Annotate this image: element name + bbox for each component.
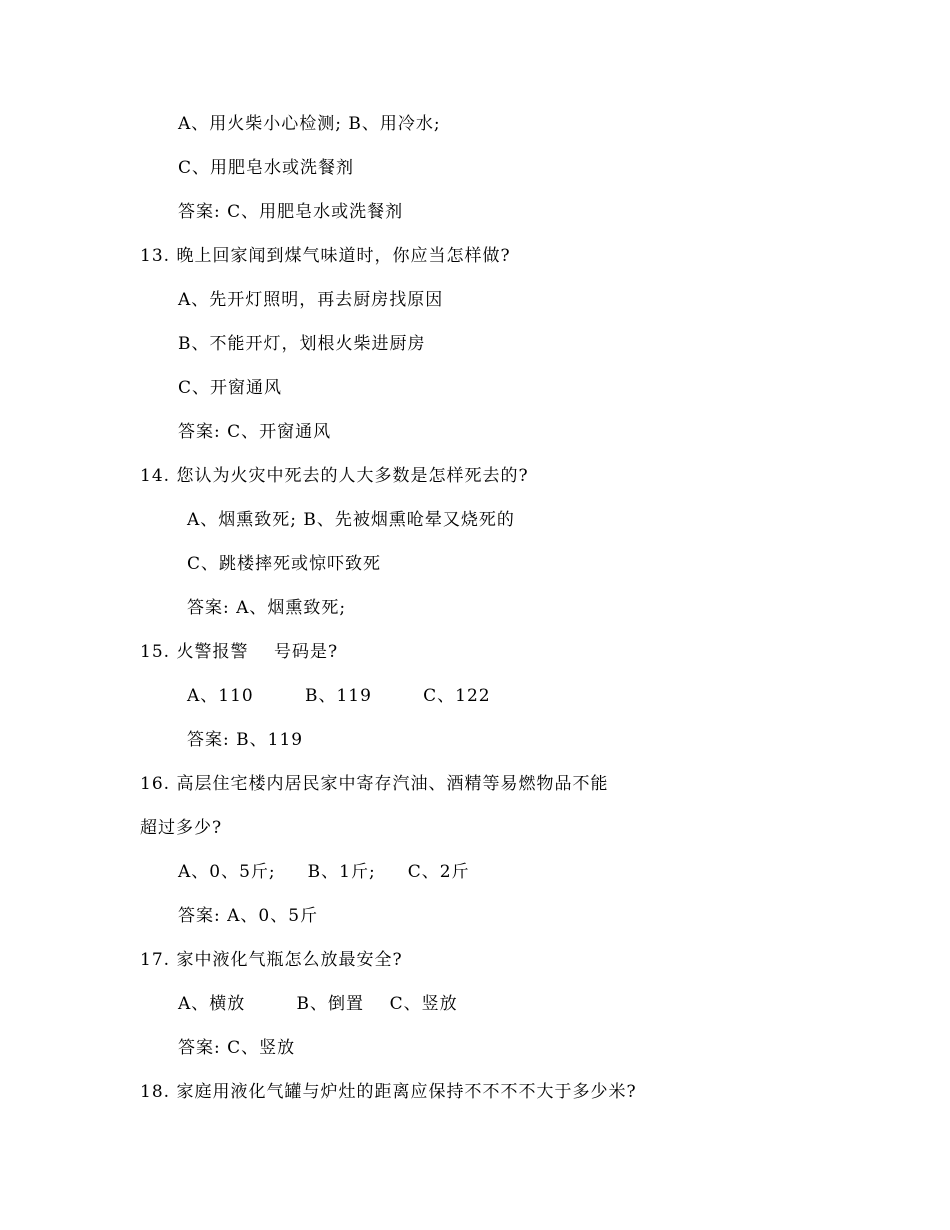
question-14: 14. 您认为火灾中死去的人大多数是怎样死去的?: [140, 466, 529, 486]
q12-option-c: C、用肥皂水或洗餐剂: [178, 158, 355, 178]
question-18: 18. 家庭用液化气罐与炉灶的距离应保持不不不不大于多少米?: [140, 1082, 637, 1102]
q12-options-a-b: A、用火柴小心检测; B、用冷水;: [178, 114, 441, 134]
q14-option-c: C、跳楼摔死或惊吓致死: [187, 554, 382, 574]
q14-options-a-b: A、烟熏致死; B、先被烟熏呛晕又烧死的: [187, 510, 515, 530]
question-17: 17. 家中液化气瓶怎么放最安全?: [140, 950, 403, 970]
q16-answer: 答案: A、0、5斤: [178, 906, 319, 926]
q12-answer: 答案: C、用肥皂水或洗餐剂: [178, 202, 404, 222]
q13-option-b: B、不能开灯，划根火柴进厨房: [178, 334, 426, 354]
question-16: 16. 高层住宅楼内居民家中寄存汽油、酒精等易燃物品不能: [140, 774, 609, 794]
question-15: 15. 火警报警 号码是?: [140, 642, 339, 662]
q17-options: A、横放 B、倒置 C、竖放: [178, 994, 458, 1014]
question-16-continued: 超过多少?: [140, 818, 223, 838]
q13-option-a: A、先开灯照明，再去厨房找原因: [178, 290, 444, 310]
question-13: 13. 晚上回家闻到煤气味道时，你应当怎样做?: [140, 246, 511, 266]
q15-answer: 答案: B、119: [187, 730, 304, 750]
q15-options: A、110 B、119 C、122: [187, 686, 491, 706]
q16-options: A、0、5斤; B、1斤; C、2斤: [178, 862, 470, 882]
q13-option-c: C、开窗通风: [178, 378, 283, 398]
q14-answer: 答案: A、烟熏致死;: [187, 598, 347, 618]
q17-answer: 答案: C、竖放: [178, 1038, 296, 1058]
q13-answer: 答案: C、开窗通风: [178, 422, 332, 442]
